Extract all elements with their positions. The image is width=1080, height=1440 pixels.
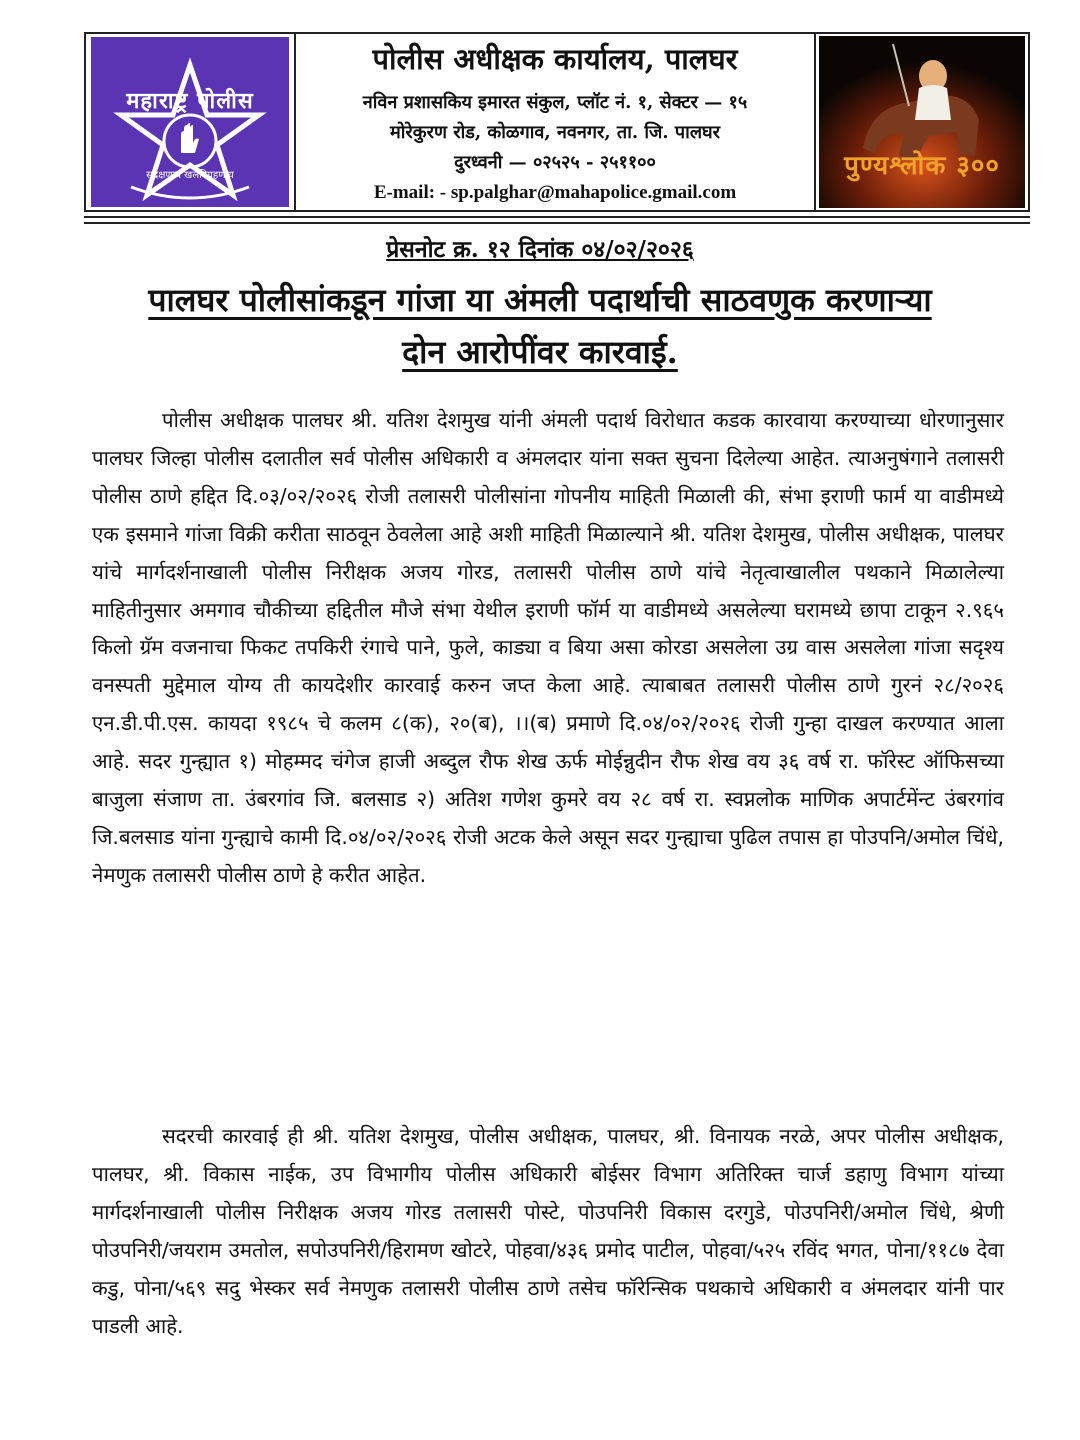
maharashtra-police-logo bbox=[91, 37, 289, 207]
body-paragraph-1: पोलीस अधीक्षक पालघर श्री. यतिश देशमुख यांनी अंमली पदार्थ विरोधात कडक कारवाया करण्याच्या धोरणानुसार पालघर जिल्हा पोलीस दलातील सर्व पोलीस अधिकारी व अंमलदार यांना सक्त सुचना दिलेल्या आहेत. त्याअनुषंगाने तलासरी पोलीस ठाणे हद्दित दि.०३/०२/२०२६ रोजी तलासरी पोलीसांना गोपनीय माहिती मिळाली की, संभा इराणी फार्म या वाडीमध्ये एक इसमाने गांजा विक्री करीता साठवून ठेवलेला आहे अशी माहिती मिळाल्याने श्री. यतिश देशमुख, पोलीस अधीक्षक, पालघर यांचे मार्गदर्शनाखाली पोलीस निरीक्षक अजय गोरड, तलासरी पोलीस ठाणे यांचे नेतृत्वाखालील पथकाने मिळालेल्या माहितीनुसार अमगाव चौकीच्या हद्दितील मौजे संभा येथील इराणी फॉर्म या वाडीमध्ये असलेल्या घरामध्ये छापा टाकून २.९६५ किलो ग्रॅम वजनाचा फिकट तपकिरी रंगाचे पाने, फुले, काड्या व बिया असा कोरडा असलेला उग्र वास असलेला गांजा सदृश्य वनस्पती मुद्देमाल योग्य ती कायदेशीर कारवाई करुन जप्त केला आहे. त्याबाबत तलासरी पोलीस ठाणे गुरनं २८/२०२६ एन.डी.पी.एस. कायदा १९८५ चे कलम ८(क), २०(ब), ।।(ब) प्रमाणे दि.०४/०२/२०२६ रोजी गुन्हा दाखल करण्यात आला आहे. सदर गुन्ह्यात १) मोहम्मद चंगेज हाजी अब्दुल रौफ शेख ऊर्फ मोईन्नुदीन रौफ शेख वय ३६ वर्ष रा. फॉरेस्ट ऑफिसच्या बाजुला संजाण ता. उंबरगांव जि. बलसाड २) अतिश गणेश कुमरे वय २८ वर्ष रा. स्वप्नलोक माणिक अपार्टमेंन्ट उंबरगांव जि.बलसाड यांना गुन्ह्याचे कामी दि.०४/०२/२०२६ रोजी अटक केले असून सदर गुन्ह्याचा पुढिल तपास हा पोउपनि/अमोल चिंधे, नेमणुक तलासरी पोलीस ठाणे हे करीत आहेत. bbox=[92, 408, 1004, 887]
headline bbox=[80, 274, 1000, 378]
police-star-emblem-icon bbox=[91, 37, 289, 207]
headline-line-2: दोन आरोपींवर कारवाई. bbox=[402, 333, 678, 371]
address-line-2: मोरेकुरण रोड, कोळगाव, नवनगर, ता. जि. पालघर bbox=[389, 121, 721, 143]
press-note-number: प्रेसनोट क्र. १२ दिनांक ०४/०२/२०२६ bbox=[386, 236, 694, 263]
punyashlok-300-emblem-icon bbox=[819, 36, 1025, 208]
email-address: E-mail: - sp.palghar@mahapolice.gmail.com bbox=[373, 181, 737, 203]
header-rule-top bbox=[84, 216, 1030, 218]
header-rule-bottom bbox=[84, 222, 1030, 224]
logo-motto: सद्रक्षणाय खलनिग्रहणाय bbox=[146, 170, 234, 181]
office-title: पोलीस अधीक्षक कार्यालय, पालघर bbox=[372, 41, 738, 76]
phone-number: दुरध्वनी — ०२५२५ - २५११०० bbox=[454, 151, 656, 173]
letterhead-right-panel bbox=[814, 34, 1028, 210]
emblem-text: पुण्यश्लोक ३०० bbox=[844, 151, 1000, 181]
letterhead-left-panel bbox=[86, 34, 296, 210]
headline-line-1: पालघर पोलीसांकडून गांजा या अंमली पदार्थाची साठवणुक करणाऱ्या bbox=[148, 281, 932, 319]
logo-text: महाराष्ट्र पोलीस bbox=[126, 89, 254, 114]
letterhead bbox=[84, 32, 1030, 212]
letterhead-address-block bbox=[296, 34, 814, 210]
punyashlok-300-logo bbox=[819, 36, 1025, 208]
press-note-line bbox=[0, 232, 1080, 264]
body-paragraph-2: सदरची कारवाई ही श्री. यतिश देशमुख, पोलीस अधीक्षक, पालघर, श्री. विनायक नरळे, अपर पोलीस अधीक्षक, पालघर, श्री. विकास नाईक, उप विभागीय पोलीस अधिकारी बोईसर विभाग अतिरिक्त चार्ज डहाणु विभाग यांच्या मार्गदर्शनाखाली पोलीस निरीक्षक अजय गोरड तलासरी पोस्टे, पोउपनिरी विकास दरगुडे, पोउपनिरी/अमोल चिंधे, श्रेणी पोउपनिरी/जयराम उमतोल, सपोउपनिरी/हिरामण खोटरे, पोहवा/४३६ प्रमोद पाटील, पोहवा/५२५ रविंद भगत, पोना/११८७ देवा कडु, पोना/५६९ सदु भेस्कर सर्व नेमणुक तलासरी पोलीस ठाणे तसेच फॉरेन्सिक पथकाचे अधिकारी व अंमलदार यांनी पार पाडली आहे. bbox=[92, 1124, 1004, 1338]
address-line-1: नविन प्रशासकिय इमारत संकुल, प्लॉट नं. १, सेक्टर — १५ bbox=[362, 91, 748, 113]
